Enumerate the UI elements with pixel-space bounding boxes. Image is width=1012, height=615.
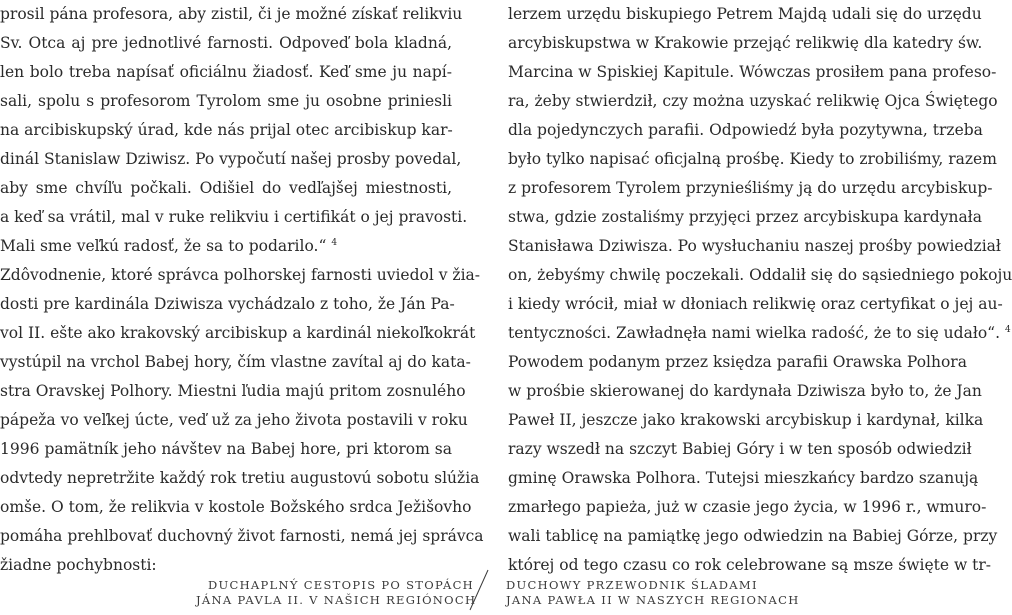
text-line: i kiedy wrócił, miał w dłoniach relikwię oraz certyfikat o jej au- (508, 295, 1003, 313)
text-line: odvtedy nepretržite každý rok tretiu augustovú sobotu slúžia (0, 469, 480, 487)
left-column-slovak (0, 0, 484, 580)
text-line: a keď sa vrátil, mal v ruke relikviu i certifikát o jej pravosti. (0, 208, 468, 226)
text-line: Zdôvodnenie, ktoré správca polhorskej farnosti uviedol v žia- (0, 266, 481, 284)
text-line: pomáha prehlbovať duchovný život farnosti, nemá jej správca (0, 527, 484, 545)
footnote-reference: 4 (1004, 324, 1011, 335)
text-line: dinál Stanislaw Dziwisz. Po vypočutí našej prosby povedal, (0, 150, 462, 168)
text-line: na arcibiskupský úrad, kde nás prijal otec arcibiskup kar- (0, 121, 453, 139)
footer-line: JÁNA PAVLA II. V NAŠICH REGIÓNOCH (196, 593, 477, 607)
text-line: žiadne pochybnosti: (0, 556, 157, 574)
text-line: w prośbie skierowanej do kardynała Dziwisza było to, że Jan (508, 382, 982, 400)
text-line: razy wszedł na szczyt Babiej Góry i w ten sposób odwiedził (508, 440, 972, 458)
text-line: aby sme chvíľu počkali. Odišiel do vedľajšej miestnosti, (0, 179, 452, 197)
text-line: Paweł II, jeszcze jako krakowski arcybiskup i kardynał, kilka (508, 411, 984, 429)
text-line: dosti pre kardinála Dziwisza vychádzalo z toho, že Ján Pa- (0, 295, 455, 313)
text-line-with-footnote (508, 319, 1011, 348)
text-line: Powodem podanym przez księdza parafii Orawska Polhora (508, 353, 967, 371)
text-line: sali, spolu s profesorom Tyrolom sme ju osobne priniesli (0, 92, 452, 110)
text-line: Sv. Otca aj pre jednotlivé farnosti. Odpoveď bola kladná, (0, 34, 452, 52)
footer-title-polish (506, 578, 826, 608)
text-line: ra, żeby stwierdził, czy można uzyskać relikwię Ojca Świętego (508, 92, 998, 110)
text-line: tentyczności. Zawładnęła nami wielka radość, że to się udało“. (508, 324, 1001, 342)
footer-line: DUCHOWY PRZEWODNIK ŚLADAMI (506, 578, 758, 592)
text-line: on, żebyśmy chwilę poczekali. Oddalił się do sąsiedniego pokoju (508, 266, 1012, 284)
text-line: omše. O tom, že relikvia v kostole Božského srdca Ježišovho (0, 498, 472, 516)
text-line: Stanisława Dziwisza. Po wysłuchaniu naszej prośby powiedział (508, 237, 1001, 255)
text-line: lerzem urzędu biskupiego Petrem Majdą udali się do urzędu (508, 5, 982, 23)
text-line: vystúpil na vrchol Babej hory, čím vlastne zavítal aj do kata- (0, 353, 471, 371)
text-line: Mali sme veľkú radosť, že sa to podarilo.“ (0, 237, 327, 255)
text-line: 1996 pamätník jeho návštev na Babej hore, pri ktorom sa (0, 440, 452, 458)
text-line: dla pojedynczych parafii. Odpowiedź była pozytywna, trzeba (508, 121, 983, 139)
footer-slash-divider (466, 568, 492, 612)
footnote-reference: 4 (331, 237, 338, 248)
text-line: zmarłego papieża, już w czasie jego życia, w 1996 r., wmuro- (508, 498, 987, 516)
footer-line: JANA PAWŁA II W NASZYCH REGIONACH (506, 593, 800, 607)
text-line: wali tablicę na pamiątkę jego odwiedzin na Babiej Górze, przy (508, 527, 998, 545)
text-line: było tylko napisać oficjalną prośbę. Kiedy to zrobiliśmy, razem (508, 150, 997, 168)
text-line: stwa, gdzie zostaliśmy przyjęci przez arcybiskupa kardynała (508, 208, 982, 226)
right-column-polish (508, 0, 1012, 580)
text-line: pápeža vo veľkej úcte, veď už za jeho života postavili v roku (0, 411, 468, 429)
text-line: Marcina w Spiskiej Kapitule. Wówczas prosiłem pana profeso- (508, 63, 997, 81)
text-line-with-footnote (0, 232, 452, 261)
footer-title-slovak (196, 578, 477, 608)
text-line: z profesorem Tyrolem przynieśliśmy ją do urzędu arcybiskup- (508, 179, 993, 197)
text-line: arcybiskupstwa w Krakowie przejąć relikwię dla katedry św. (508, 34, 983, 52)
text-line: prosil pána profesora, aby zistil, či je možné získať relikviu (0, 5, 463, 23)
text-line: gminę Orawska Polhora. Tutejsi mieszkańcy bardzo szanują (508, 469, 979, 487)
text-line: vol II. ešte ako krakovský arcibiskup a kardinál niekoľkokrát (0, 324, 476, 342)
text-line: której od tego czasu co rok celebrowane są msze święte w tr- (508, 556, 992, 574)
text-line: stra Oravskej Polhory. Miestni ľudia majú pritom zosnulého (0, 382, 466, 400)
footer-line: DUCHAPLNÝ CESTOPIS PO STOPÁCH (207, 578, 474, 592)
text-line: len bolo treba napísať oficiálnu žiadosť. Keď sme ju napí- (0, 63, 452, 81)
